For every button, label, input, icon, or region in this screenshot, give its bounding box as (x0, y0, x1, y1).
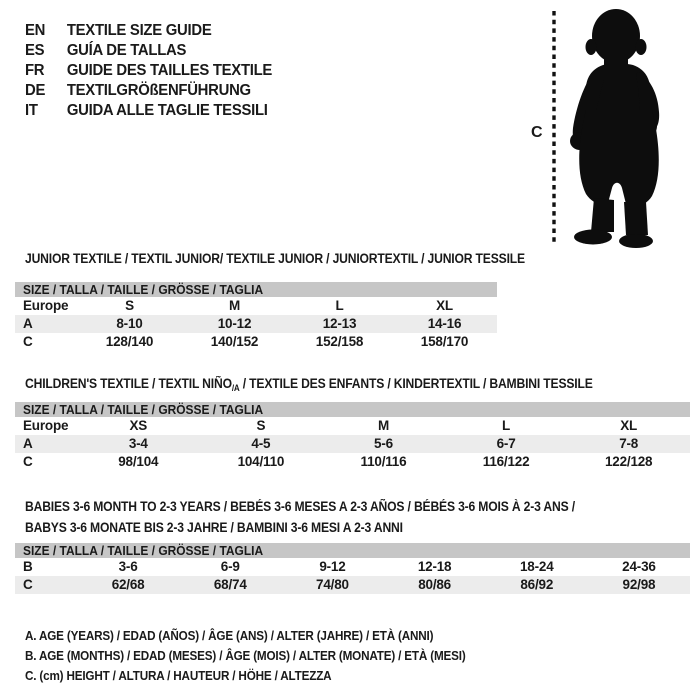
table-row-europe (15, 417, 690, 435)
footnote-c: C. (cm) HEIGHT / ALTURA / HAUTEUR / HÖHE / ALTEZZA (25, 668, 332, 683)
size-header-bar (15, 543, 690, 558)
table-cell: 140/152 (210, 334, 259, 349)
table-row-height (15, 333, 497, 351)
table-row-height (15, 576, 690, 594)
babies-section-title (25, 496, 575, 538)
row-label: A (23, 436, 33, 451)
table-cell: 80/86 (418, 577, 451, 592)
language-code: DE (25, 82, 46, 99)
size-header-label: SIZE / TALLA / TAILLE / GRÖSSE / TAGLIA (23, 543, 264, 558)
table-cell: 14-16 (427, 316, 462, 331)
table-cell: 18-24 (520, 559, 554, 574)
table-cell: 3-4 (128, 436, 148, 451)
row-label: Europe (23, 298, 69, 313)
table-cell: 3-6 (118, 559, 138, 574)
table-cell: 24-36 (622, 559, 656, 574)
table-cell: XS (129, 418, 148, 433)
table-cell: XL (436, 298, 453, 313)
table-cell: M (228, 298, 241, 313)
row-label: C (23, 334, 33, 349)
language-code: IT (25, 102, 38, 119)
babies-title-line1: BABIES 3-6 MONTH TO 2-3 YEARS / BEBÉS 3-6 MESES A 2-3 AÑOS / BÉBÉS 3-6 MOIS À 2-3 ANS / (25, 499, 575, 514)
language-code: ES (25, 42, 45, 59)
table-cell: 12-18 (417, 559, 452, 574)
table-cell: XL (620, 418, 638, 433)
table-cell: 74/80 (316, 577, 349, 592)
children-title-subscript: /A (231, 383, 240, 393)
children-title-main: CHILDREN'S TEXTILE / TEXTIL NIÑO (25, 376, 232, 391)
language-code: EN (25, 22, 46, 39)
language-row-es (25, 41, 272, 61)
table-cell: 86/92 (520, 577, 554, 592)
table-cell: 152/158 (315, 334, 364, 349)
language-label: GUÍA DE TALLAS (66, 42, 187, 59)
table-cell: 98/104 (118, 454, 159, 469)
children-title-rest: / TEXTILE DES ENFANTS / KINDERTEXTIL / BAMBINI TESSILE (239, 376, 593, 391)
table-row-age-years (15, 315, 497, 333)
row-label: A (23, 316, 33, 331)
table-cell: 104/110 (237, 454, 285, 469)
table-cell: 158/170 (420, 334, 469, 349)
table-cell: 4-5 (251, 436, 271, 451)
table-cell: S (125, 298, 134, 313)
language-row-fr (25, 61, 272, 81)
language-row-en (25, 21, 272, 41)
language-row-it (25, 101, 272, 121)
table-cell: 6-9 (220, 559, 240, 574)
table-cell: 92/98 (622, 577, 656, 592)
row-label: B (23, 559, 33, 574)
footnote-b: B. AGE (MONTHS) / EDAD (MESES) / ÂGE (MOIS) / ALTER (MONATE) / ETÀ (MESI) (25, 648, 466, 663)
table-cell: 128/140 (105, 334, 154, 349)
toddler-silhouette-icon (528, 2, 693, 250)
size-header-label: SIZE / TALLA / TAILLE / GRÖSSE / TAGLIA (23, 282, 264, 297)
height-measure-label: C (531, 124, 543, 141)
row-label: Europe (23, 418, 69, 433)
size-header-bar (15, 282, 497, 297)
table-row-age-months (15, 558, 690, 576)
table-cell: 7-8 (619, 436, 639, 451)
table-cell: L (502, 418, 511, 433)
footnote-legend (25, 626, 466, 686)
language-label: TEXTILGRÖßENFÜHRUNG (66, 82, 251, 99)
table-cell: 110/116 (360, 454, 407, 469)
table-cell: 62/68 (111, 577, 145, 592)
table-cell: 6-7 (496, 436, 516, 451)
babies-title-line2: BABYS 3-6 MONATE BIS 2-3 JAHRE / BAMBINI 3-6 MESI A 2-3 ANNI (25, 520, 403, 535)
babies-size-table (15, 543, 690, 594)
language-list (25, 21, 272, 121)
table-row-europe (15, 297, 497, 315)
table-cell: 12-13 (322, 316, 357, 331)
junior-size-table (15, 282, 497, 351)
table-cell: 5-6 (374, 436, 393, 451)
language-label: TEXTILE SIZE GUIDE (66, 22, 212, 39)
language-label: GUIDA ALLE TAGLIE TESSILI (66, 102, 268, 119)
table-cell: S (256, 418, 266, 433)
table-row-age-years (15, 435, 690, 453)
row-label: C (23, 577, 33, 592)
language-label: GUIDE DES TAILLES TEXTILE (66, 62, 273, 79)
table-cell: 122/128 (604, 454, 653, 469)
children-section-title (25, 376, 593, 393)
row-label: C (23, 454, 33, 469)
table-row-height (15, 453, 690, 471)
children-size-table (15, 402, 690, 471)
table-cell: 68/74 (213, 577, 247, 592)
table-cell: 116/122 (482, 454, 530, 469)
table-cell: 8-10 (116, 316, 143, 331)
size-header-bar (15, 402, 690, 417)
language-code: FR (25, 62, 45, 79)
table-cell: 9-12 (319, 559, 346, 574)
language-row-de (25, 81, 272, 101)
size-header-label: SIZE / TALLA / TAILLE / GRÖSSE / TAGLIA (23, 402, 264, 417)
junior-section-title: JUNIOR TEXTILE / TEXTIL JUNIOR/ TEXTILE JUNIOR / JUNIORTEXTIL / JUNIOR TESSILE (25, 251, 525, 266)
table-cell: L (335, 298, 344, 313)
footnote-a: A. AGE (YEARS) / EDAD (AÑOS) / ÂGE (ANS) / ALTER (JAHRE) / ETÀ (ANNI) (25, 628, 434, 643)
table-cell: 10-12 (217, 316, 252, 331)
table-cell: M (377, 418, 389, 433)
